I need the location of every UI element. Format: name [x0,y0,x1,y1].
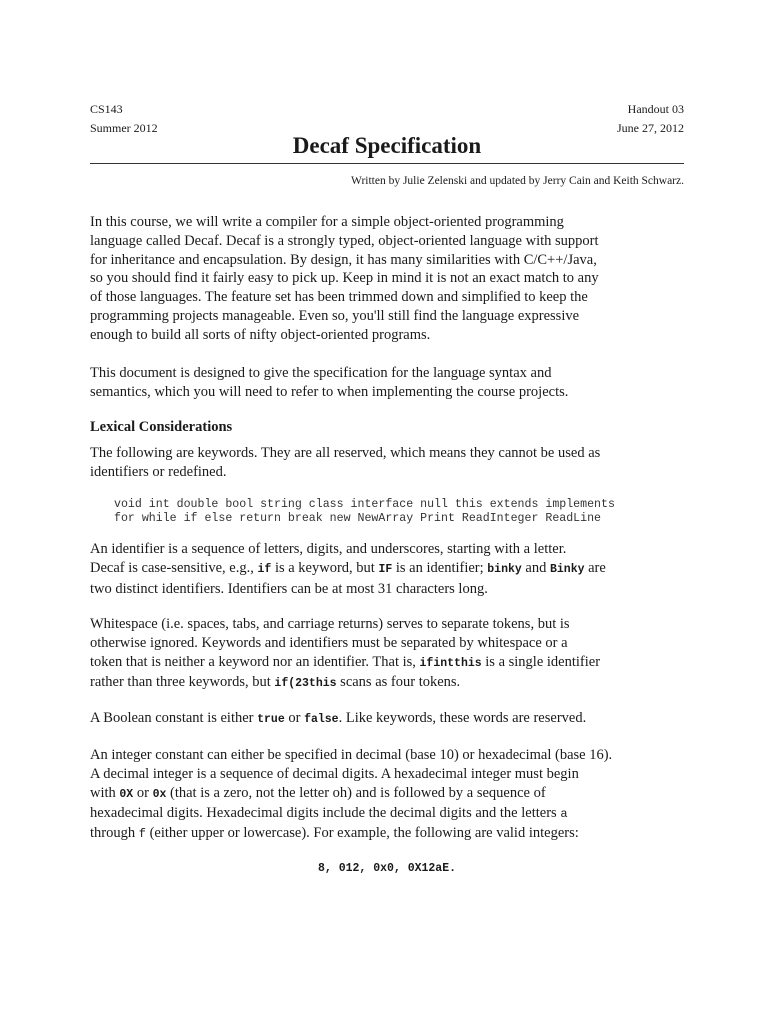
keywords-intro-line: identifiers or redefined. [90,463,227,480]
intro-line: of those languages. The feature set has been trimmed down and simplified to keep the [90,289,588,306]
whitespace-line: Whitespace (i.e. spaces, tabs, and carriage returns) serves to separate tokens, but is [90,616,570,632]
text-run: Decaf is case-sensitive, e.g., [90,559,258,576]
intro-line: language called Decaf. Decaf is a strongly typed, object-oriented language with support [90,232,599,249]
whitespace-line: otherwise ignored. Keywords and identifiers must be separated by whitespace or a [90,634,568,651]
keywords-code-block [114,498,615,526]
integer-line [90,784,684,805]
inline-code: Binky [549,562,585,576]
keywords-code-line: for while if else return break new NewArray Print ReadInteger ReadLine [114,512,602,525]
title-rule [90,163,684,164]
boolean-paragraph [90,709,684,730]
integer-line [90,804,684,824]
identifier-line [90,559,684,580]
term: Summer 2012 [90,121,158,135]
text-run: and [521,559,550,576]
intro-paragraph [90,213,684,345]
inline-code: true [257,713,285,726]
integer-examples: 8, 012, 0x0, 0X12aE. [317,862,457,875]
intro-line: for inheritance and encapsulation. By design, it has many similarities with C/C++/Java, [90,251,597,268]
keywords-intro [90,444,684,482]
keywords-intro-line: The following are keywords. They are all reserved, which means they cannot be used as [90,445,601,461]
keywords-code-line: void int double bool string class interface null this extends implements [114,498,615,511]
inline-code: 0X [119,787,134,801]
inline-code: f [138,827,146,842]
inline-code: IF [378,562,393,576]
inline-code: if [257,562,272,576]
doc-purpose-paragraph [90,364,684,402]
integer-line: A decimal integer is a sequence of decimal digits. A hexadecimal integer must begin [90,765,579,782]
text-run: (either upper or lowercase). For example, the following are valid integers: [145,825,579,842]
inline-code: a [560,807,568,822]
identifier-line: An identifier is a sequence of letters, digits, and underscores, starting with a letter. [90,541,567,557]
text-run: hexadecimal digits. Hexadecimal digits include the decimal digits and the letters [90,805,561,822]
integer-paragraph [90,746,684,844]
text-run: . Like keywords, these words are reserved. [338,710,587,726]
text-run: A Boolean constant is either [90,710,258,726]
text-run: through [90,825,139,842]
integer-line: An integer constant can either be specified in decimal (base 10) or hexadecimal (base 16). [90,747,613,763]
identifier-paragraph [90,540,684,598]
text-run: (that is a zero, not the letter oh) and is followed by a sequence of [166,784,546,801]
text-run: rather than three keywords, but [90,674,275,691]
handout-date: June 27, 2012 [617,121,684,135]
whitespace-line [90,673,684,694]
doc-line: semantics, which you will need to refer to when implementing the course projects. [90,383,569,400]
intro-line: In this course, we will write a compiler for a simple object-oriented programming [90,214,564,230]
intro-line: enough to build all sorts of nifty object-oriented programs. [90,326,431,343]
inline-code: if(23this [274,677,337,691]
boolean-line [90,709,684,730]
whitespace-paragraph [90,615,684,694]
text-run: scans as four tokens. [336,674,461,691]
inline-code: 0x [152,787,167,801]
text-run: or [284,710,305,726]
inline-code: false [304,713,339,726]
text-run: with [90,784,120,801]
text-run: is a keyword, but [271,559,379,576]
whitespace-line [90,653,684,674]
text-run: is an identifier; [392,559,488,576]
text-run: is a single identifier [481,653,601,670]
text-run: are [584,559,606,576]
handout-number: Handout 03 [627,102,684,116]
text-run: or [133,784,153,801]
integer-line [90,824,684,844]
text-run: token that is neither a keyword nor an identifier. That is, [90,653,420,670]
intro-line: so you should find it fairly easy to pick up. Keep in mind it is not an exact match to any [90,270,599,287]
document-title: Decaf Specification [292,133,482,158]
doc-line: This document is designed to give the specification for the language syntax and [90,365,552,381]
section-heading-lexical: Lexical Considerations [90,419,233,435]
intro-line: programming projects manageable. Even so, you'll still find the language expressive [90,307,580,324]
inline-code: binky [487,562,522,576]
byline: Written by Julie Zelenski and updated by Jerry Cain and Keith Schwarz. [351,175,684,187]
identifier-line: two distinct identifiers. Identifiers can be at most 31 characters long. [90,580,488,597]
inline-code: ifintthis [419,656,482,670]
course-code: CS143 [90,102,123,116]
